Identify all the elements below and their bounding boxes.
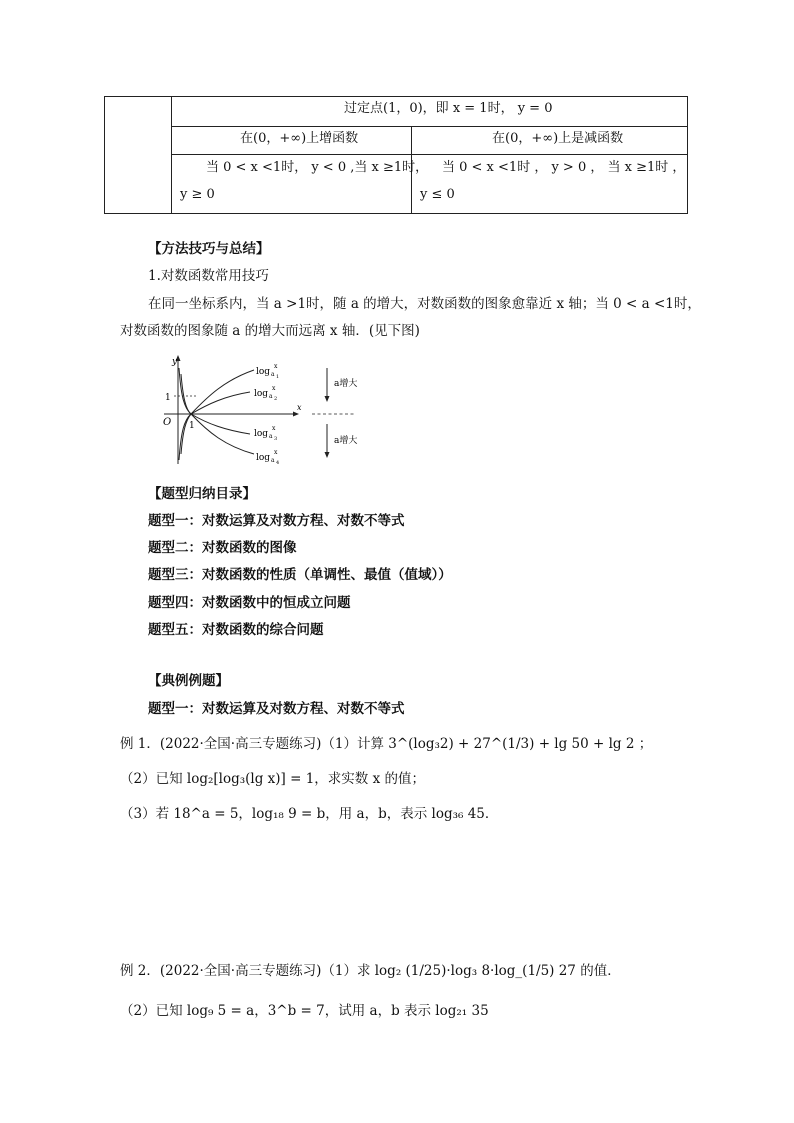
table-row3-left-line1: 当 0 < x <1时， y < 0 ,当 x ≥1时， bbox=[206, 160, 429, 175]
table-border-top bbox=[104, 96, 688, 97]
y-axis-label: y bbox=[172, 357, 178, 367]
svg-text:x: x bbox=[274, 363, 278, 370]
table-border-bottom bbox=[104, 213, 688, 214]
svg-text:x: x bbox=[272, 425, 276, 432]
table-border-left bbox=[104, 96, 105, 214]
properties-table bbox=[104, 96, 688, 214]
origin-label: O bbox=[163, 417, 172, 428]
svg-text:1: 1 bbox=[276, 374, 280, 380]
catalog-item-2: 题型二：对数函数的图像 bbox=[148, 540, 297, 556]
arrow-bottom-label: a增大 bbox=[334, 436, 358, 446]
catalog-heading: 【题型归纳目录】 bbox=[148, 486, 256, 502]
table-row-divider-1 bbox=[171, 126, 688, 127]
svg-text:2: 2 bbox=[274, 396, 278, 402]
catalog-item-4: 题型四：对数函数中的恒成立问题 bbox=[148, 595, 351, 611]
method-item-1: 1.对数函数常用技巧 bbox=[148, 268, 269, 284]
svg-text:x: x bbox=[274, 449, 278, 456]
catalog-item-3: 题型三：对数函数的性质（单调性、最值（值域）） bbox=[148, 567, 452, 583]
type1-title: 题型一：对数运算及对数方程、对数不等式 bbox=[148, 701, 405, 717]
method-paragraph-line1: 在同一坐标系内，当 a >1时，随 a 的增大，对数函数的图象愈靠近 x 轴；当 0 < a <1时， bbox=[148, 296, 701, 312]
catalog-item-1: 题型一：对数运算及对数方程、对数不等式 bbox=[148, 513, 405, 529]
table-column-divider bbox=[171, 96, 172, 214]
svg-text:a: a bbox=[271, 371, 275, 378]
svg-text:a: a bbox=[271, 457, 275, 464]
catalog-item-5: 题型五：对数函数的综合问题 bbox=[148, 622, 324, 638]
method-heading: 【方法技巧与总结】 bbox=[148, 241, 270, 257]
curve-label-a2 bbox=[254, 385, 277, 402]
y-one-label: 1 bbox=[165, 393, 171, 403]
example1-line2: （2）已知 log₂[log₃(lg x)] = 1，求实数 x 的值； bbox=[120, 771, 425, 787]
example1-line3: （3）若 18^a = 5，log₁₈ 9 = b，用 a，b，表示 log₃₆ 45． bbox=[120, 806, 499, 822]
curve-label-a3 bbox=[254, 425, 277, 442]
table-row2-left: 在(0，+∞)上增函数 bbox=[240, 131, 359, 146]
svg-text:3: 3 bbox=[274, 436, 278, 442]
x-one-label: 1 bbox=[189, 421, 195, 431]
svg-text:log: log bbox=[254, 429, 269, 439]
table-row-divider-2 bbox=[171, 154, 688, 155]
arrow-bottom-head bbox=[325, 452, 330, 458]
table-row2-right: 在(0，+∞)上是减函数 bbox=[492, 131, 624, 146]
example1-line1: 例 1．(2022·全国·高三专题练习)（1）计算 3^(log₃2) + 27^(1/3) + lg 50 + lg 2 ； bbox=[120, 736, 653, 752]
svg-text:log: log bbox=[256, 367, 271, 377]
example2-line1: 例 2．(2022·全国·高三专题练习)（1）求 log₂ (1/25)·log₃ 8·log_(1/5) 27 的值． bbox=[120, 963, 621, 979]
x-axis-label: x bbox=[297, 403, 302, 412]
svg-text:x: x bbox=[272, 385, 276, 392]
table-row3-right-line1: 当 0 < x <1时 ， y > 0 ， 当 x ≥1时 ， bbox=[442, 160, 686, 175]
arrow-top-label: a增大 bbox=[334, 379, 358, 389]
svg-text:log: log bbox=[254, 389, 269, 399]
table-border-right bbox=[687, 96, 688, 214]
svg-text:log: log bbox=[256, 453, 271, 463]
curve-label-a4 bbox=[256, 449, 279, 466]
table-row3-right-line2: y ≤ 0 bbox=[420, 187, 455, 202]
svg-text:4: 4 bbox=[276, 460, 280, 466]
method-paragraph-line2: 对数函数的图象随 a 的增大而远离 x 轴．(见下图) bbox=[120, 323, 420, 339]
log-curves-figure bbox=[150, 352, 370, 472]
svg-text:a: a bbox=[269, 393, 273, 400]
table-row1-text: 过定点(1，0)，即 x = 1时， y = 0 bbox=[344, 101, 553, 116]
arrow-top-head bbox=[325, 396, 330, 402]
examples-heading: 【典例例题】 bbox=[148, 673, 229, 689]
example2-line2: （2）已知 log₉ 5 = a，3^b = 7，试用 a，b 表示 log₂₁ 35 bbox=[120, 1003, 489, 1019]
curve-label-a1 bbox=[256, 363, 279, 380]
svg-text:a: a bbox=[269, 433, 273, 440]
table-row3-left-line2: y ≥ 0 bbox=[180, 187, 215, 202]
x-axis-arrow bbox=[293, 412, 299, 417]
